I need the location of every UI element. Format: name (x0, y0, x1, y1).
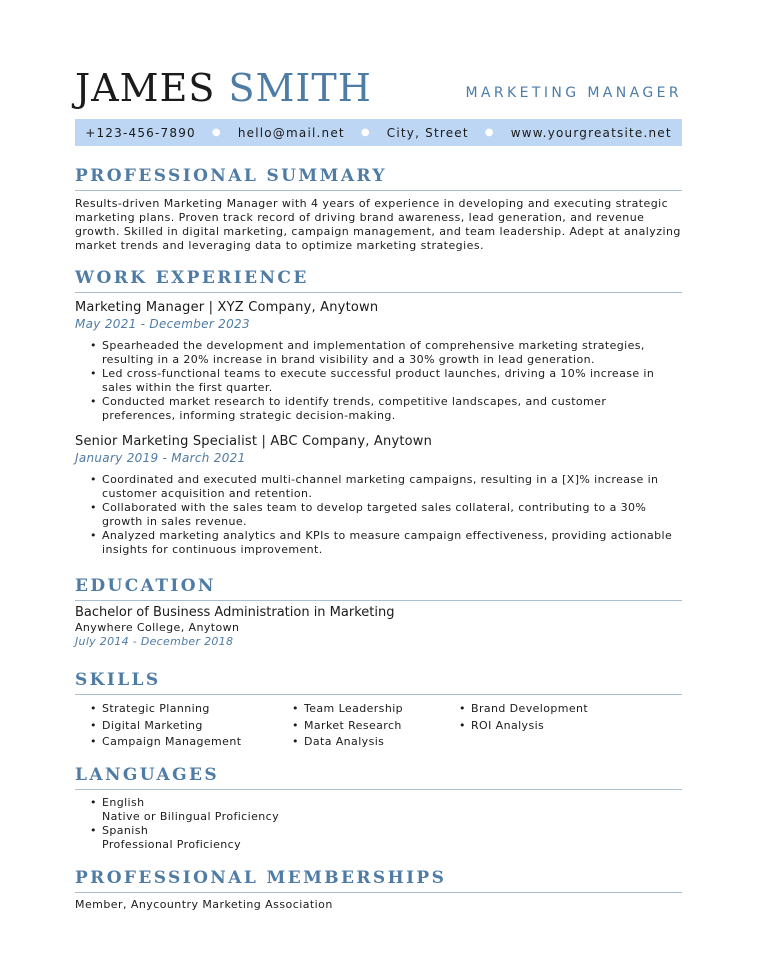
list-item: • Campaign Management (90, 734, 241, 751)
education-school: Anywhere College, Anytown (75, 621, 240, 634)
job-dates: May 2021 - December 2023 (75, 317, 250, 331)
list-item: • Brand Development (459, 701, 588, 718)
contact-phone: +123-456-7890 (85, 125, 196, 140)
separator-dot-icon: ● (211, 127, 222, 138)
list-item: • Collaborated with the sales team to develop targeted sales collateral, contributing to a 30% growth in sales revenue. (90, 501, 682, 529)
section-title: EDUCATION (75, 576, 216, 596)
job-bullets (90, 339, 682, 423)
job-entry (75, 434, 682, 557)
memberships-section (75, 867, 682, 912)
first-name: JAMES (75, 66, 216, 110)
section-divider (75, 190, 682, 191)
languages-list (90, 796, 682, 852)
language-name: • Spanish (102, 824, 149, 837)
candidate-name (75, 66, 372, 110)
section-divider (75, 600, 682, 601)
list-item (90, 824, 682, 852)
section-divider (75, 694, 682, 695)
section-title: PROFESSIONAL SUMMARY (75, 166, 387, 186)
experience-section (75, 267, 682, 557)
summary-section (75, 165, 682, 253)
list-item: • Strategic Planning (90, 701, 241, 718)
contact-website: www.yourgreatsite.net (510, 125, 672, 140)
skills-section (75, 669, 682, 751)
section-title: WORK EXPERIENCE (75, 268, 309, 288)
education-section (75, 575, 682, 649)
list-item: • Conducted market research to identify trends, competitive landscapes, and customer preferences, informing strategic decision-making. (90, 395, 682, 423)
contact-email: hello@mail.net (237, 125, 345, 140)
education-dates: July 2014 - December 2018 (75, 635, 234, 648)
section-divider (75, 892, 682, 893)
separator-dot-icon: ● (484, 127, 495, 138)
section-divider (75, 789, 682, 790)
job-entry (75, 300, 682, 423)
section-title: SKILLS (75, 670, 161, 690)
skills-column (90, 701, 241, 751)
last-name: SMITH (228, 66, 372, 110)
education-degree: Bachelor of Business Administration in Marketing (75, 605, 395, 620)
list-item: • Data Analysis (292, 734, 403, 751)
list-item: • Market Research (292, 718, 403, 735)
membership-text: Member, Anycountry Marketing Association (75, 898, 333, 911)
list-item (90, 796, 682, 824)
list-item: • ROI Analysis (459, 718, 588, 735)
job-heading: Senior Marketing Specialist | ABC Company, Anytown (75, 434, 433, 449)
skills-column (292, 701, 403, 751)
list-item: • Coordinated and executed multi-channel marketing campaigns, resulting in a [X]% increase in customer acquisition and retention. (90, 473, 682, 501)
section-title: PROFESSIONAL MEMBERSHIPS (75, 868, 447, 888)
section-title: LANGUAGES (75, 765, 220, 785)
contact-address: City, Street (386, 125, 469, 140)
job-title: MARKETING MANAGER (465, 85, 682, 101)
skills-column (459, 701, 588, 734)
job-heading: Marketing Manager | XYZ Company, Anytown (75, 300, 379, 315)
list-item: • Spearheaded the development and implementation of comprehensive marketing strategies, resulting in a 20% increase in brand visibility and a 30% growth in lead generation. (90, 339, 682, 367)
languages-section (75, 764, 682, 852)
job-dates: January 2019 - March 2021 (75, 451, 246, 465)
job-bullets (90, 473, 682, 557)
list-item: • Digital Marketing (90, 718, 241, 735)
list-item: • Team Leadership (292, 701, 403, 718)
language-level: Native or Bilingual Proficiency (102, 810, 279, 823)
skills-grid (75, 701, 682, 751)
section-divider (75, 292, 682, 293)
contact-bar (75, 119, 682, 146)
summary-text: Results-driven Marketing Manager with 4 years of experience in developing and executing strategic marketing plans. Proven track record of driving brand awareness, lead generation, and revenue growth. Skilled in digital marketing, campaign management, and team leadership. Adept at analyzing market trends and leveraging data to optimize marketing strategies. (75, 197, 681, 252)
list-item: • Led cross-functional teams to execute successful product launches, driving a 10% increase in sales within the first quarter. (90, 367, 682, 395)
separator-dot-icon: ● (360, 127, 371, 138)
list-item: • Analyzed marketing analytics and KPIs to measure campaign effectiveness, providing actionable insights for continuous improvement. (90, 529, 682, 557)
language-name: • English (102, 796, 145, 809)
language-level: Professional Proficiency (102, 838, 241, 851)
